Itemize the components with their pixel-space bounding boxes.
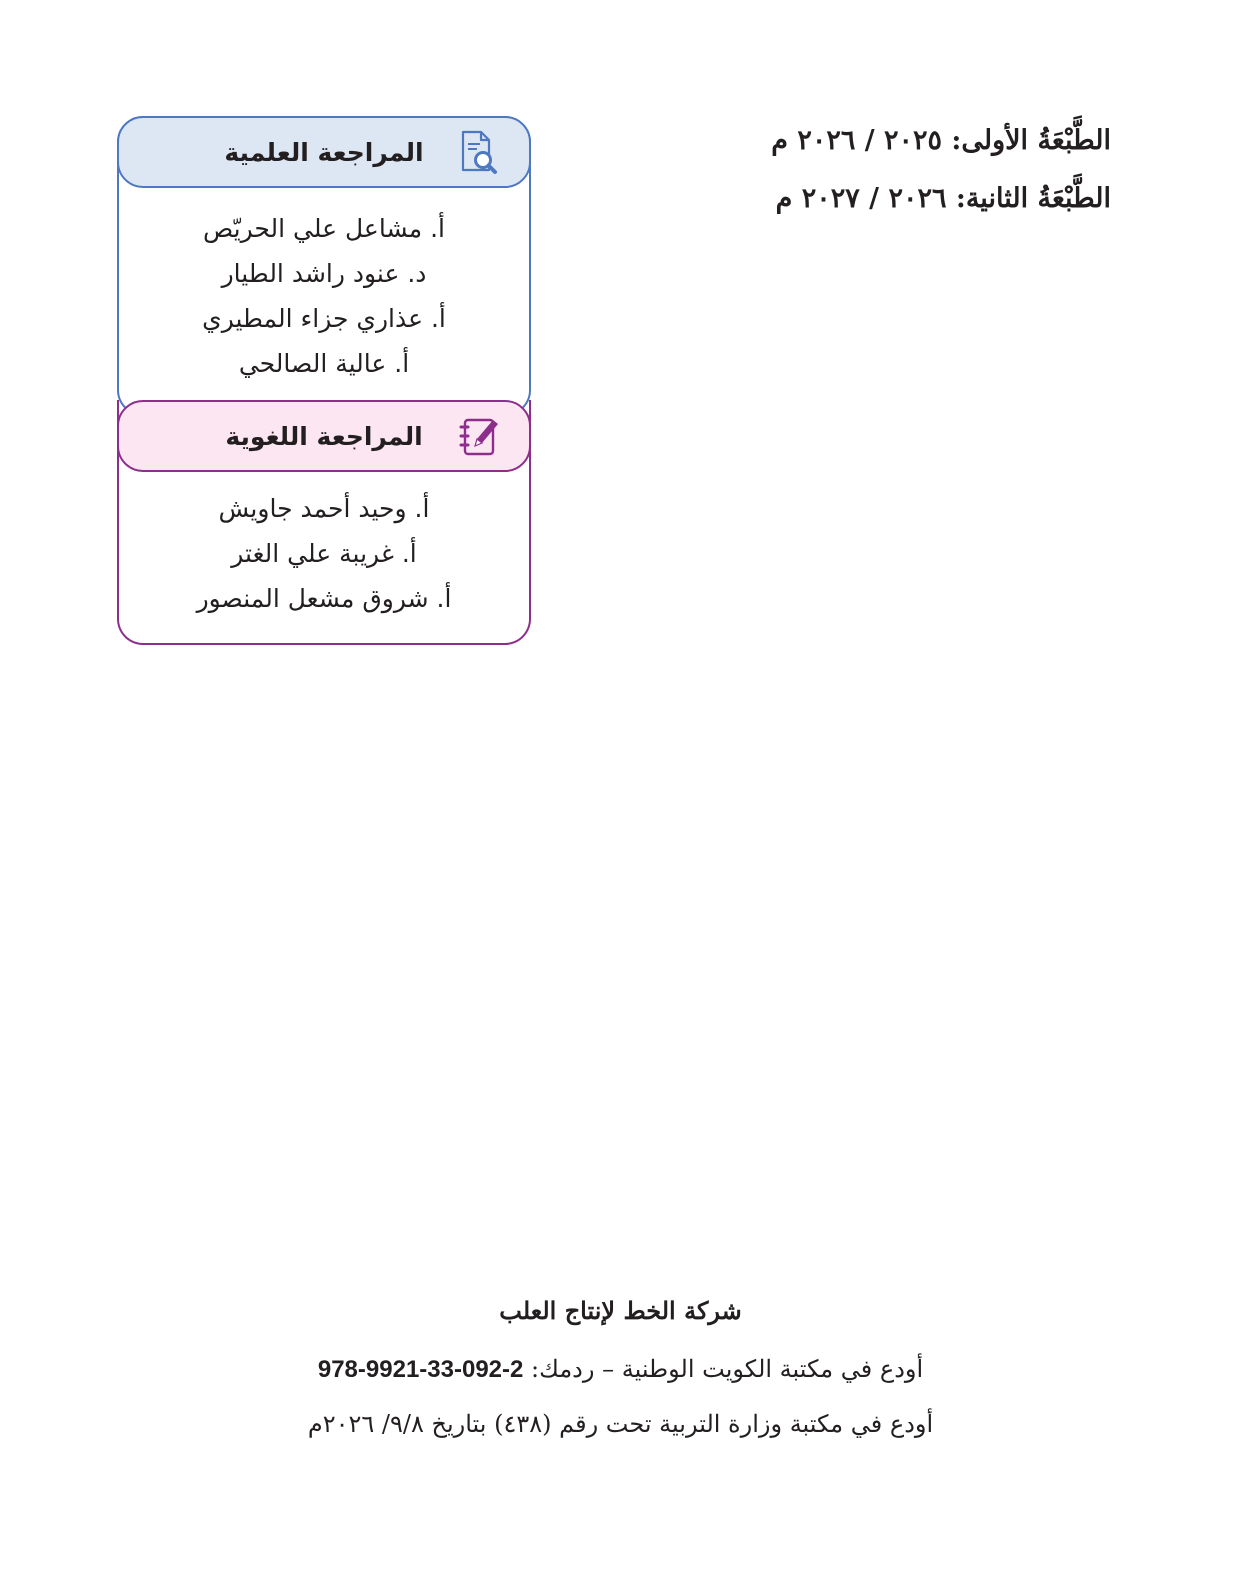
reviewer-name: أ. مشاعل علي الحريّص	[202, 214, 445, 243]
edition-first-label: الطَّبْعَةُ الأولى	[961, 125, 1111, 156]
reviewer-name: أ. وحيد أحمد جاويش	[218, 494, 430, 523]
deposit-library-text: أودع في مكتبة الكويت الوطنية – ردمك:	[531, 1355, 924, 1383]
editions-block	[691, 112, 1111, 228]
reviewer-name: أ. عذاري جزاء المطيري	[202, 304, 446, 333]
isbn-number: 978-9921-33-092-2	[317, 1356, 524, 1383]
edition-first-value: ٢٠٢٥ / ٢٠٢٦ م	[771, 125, 943, 156]
edition-second-value: ٢٠٢٦ / ٢٠٢٧ م	[775, 183, 947, 214]
edition-second-label: الطَّبْعَةُ الثانية	[965, 183, 1111, 214]
edition-second: الطَّبْعَةُ الثانية: ٢٠٢٦ / ٢٠٢٧ م	[775, 183, 1111, 214]
reviewer-name: أ. شروق مشعل المنصور	[196, 584, 452, 613]
notebook-pen-icon	[453, 412, 503, 462]
linguistic-review-names	[117, 486, 531, 621]
edition-first: الطَّبْعَةُ الأولى: ٢٠٢٥ / ٢٠٢٦ م	[771, 125, 1111, 156]
reviewer-name: أ. غريبة علي الغتر	[231, 539, 417, 568]
document-search-icon	[453, 128, 503, 178]
scientific-review-names	[117, 206, 531, 386]
deposit-ministry-line: أودع في مكتبة وزارة التربية تحت رقم (٤٣٨) بتاريخ ٩/٨/ ٢٠٢٦م	[307, 1410, 934, 1438]
reviewer-name: د. عنود راشد الطيار	[221, 259, 427, 288]
scientific-review-header	[117, 116, 531, 188]
publication-footer	[0, 1290, 1241, 1451]
linguistic-review-title: المراجعة اللغوية	[225, 421, 423, 451]
scientific-review-title: المراجعة العلمية	[224, 137, 424, 167]
company-name: شركة الخط لإنتاج العلب	[499, 1296, 742, 1325]
linguistic-review-header	[117, 400, 531, 472]
deposit-library-line	[0, 1342, 1241, 1397]
reviewer-name: أ. عالية الصالحي	[238, 349, 410, 378]
